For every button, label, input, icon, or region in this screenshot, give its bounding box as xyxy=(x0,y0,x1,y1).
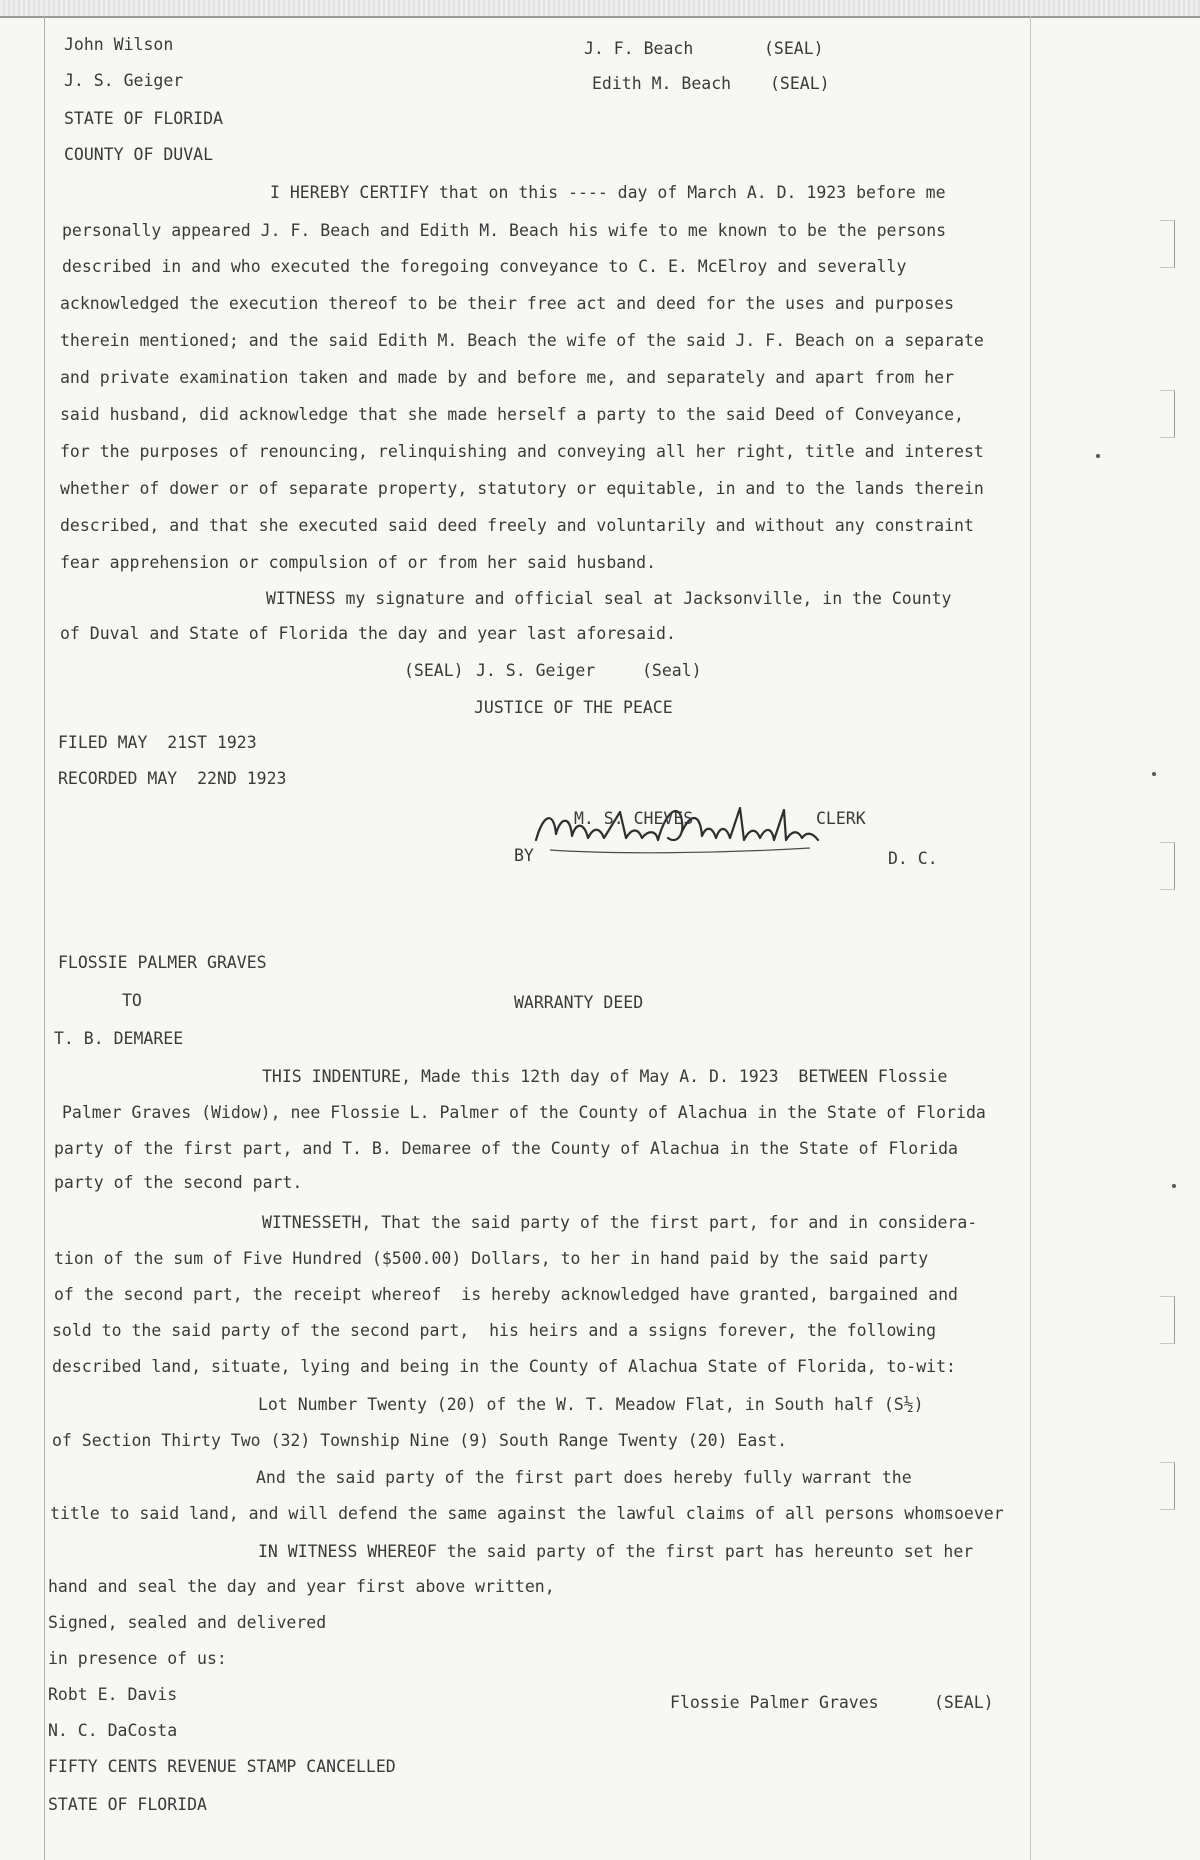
ack-paragraph-line: fear apprehension or compulsion of or from her said husband. xyxy=(60,553,657,572)
officer-signature: J. S. Geiger xyxy=(476,661,596,680)
ack-paragraph-line: described in and who executed the foregoing conveyance to C. E. McElroy and severally xyxy=(62,257,907,276)
warrant-line: And the said party of the first part does hereby fully warrant the xyxy=(256,1468,912,1487)
in-witness-line: hand and seal the day and year first above written, xyxy=(48,1577,555,1596)
margin-bracket-mark xyxy=(1160,1462,1175,1510)
ack-paragraph-line: I HEREBY CERTIFY that on this ---- day of March A. D. 1923 before me xyxy=(270,183,946,202)
grantor-signature-1: J. F. Beach xyxy=(584,39,694,58)
indenture-line: party of the second part. xyxy=(54,1173,303,1192)
indenture-line: Palmer Graves (Widow), nee Flossie L. Palmer of the County of Alachua in the State of Florida xyxy=(62,1103,986,1122)
deed2-signer-seal: (SEAL) xyxy=(934,1693,994,1712)
grantor-seal-1: (SEAL) xyxy=(764,39,824,58)
deed2-signer: Flossie Palmer Graves xyxy=(670,1693,879,1712)
filed-date: FILED MAY 21ST 1923 xyxy=(58,733,257,752)
top-page-border xyxy=(0,0,1200,18)
right-margin-line xyxy=(1030,16,1031,1860)
ack-paragraph-line: whether of dower or of separate property, statutory or equitable, in and to the lands therein xyxy=(60,479,984,498)
ack-paragraph-line: acknowledged the execution thereof to be their free act and deed for the uses and purposes xyxy=(60,294,955,313)
revenue-stamp-note: FIFTY CENTS REVENUE STAMP CANCELLED xyxy=(48,1757,396,1776)
witness-signature-1: John Wilson xyxy=(64,35,174,54)
ack-witness-line: WITNESS my signature and official seal at Jacksonville, in the County xyxy=(266,589,952,608)
ack-county-heading: COUNTY OF DUVAL xyxy=(64,145,214,164)
recorded-date: RECORDED MAY 22ND 1923 xyxy=(58,769,287,788)
ack-paragraph-line: personally appeared J. F. Beach and Edith M. Beach his wife to me known to be the persons xyxy=(62,221,947,240)
witnesseth-line: sold to the said party of the second part, his heirs and a ssigns forever, the following xyxy=(52,1321,937,1340)
witnesseth-line: tion of the sum of Five Hundred ($500.00) Dollars, to her in hand paid by the said party xyxy=(54,1249,929,1268)
officer-title: JUSTICE OF THE PEACE xyxy=(474,698,673,717)
deputy-clerk-signature xyxy=(530,792,830,864)
clerk-title: CLERK xyxy=(816,809,866,828)
warrant-line: title to said land, and will defend the same against the lawful claims of all persons whomsoever xyxy=(50,1504,1004,1523)
witnesseth-line: WITNESSETH, That the said party of the first part, for and in considera- xyxy=(262,1213,978,1232)
margin-bracket-mark xyxy=(1160,220,1175,268)
land-description-line: Lot Number Twenty (20) of the W. T. Meadow Flat, in South half (S½) xyxy=(258,1395,924,1414)
left-margin-line xyxy=(44,16,45,1860)
witnesseth-line: of the second part, the receipt whereof is hereby acknowledged have granted, bargained and xyxy=(54,1285,958,1304)
deed2-title: WARRANTY DEED xyxy=(514,993,644,1012)
deed2-grantee: T. B. DEMAREE xyxy=(54,1029,184,1048)
clerk-name: M. S. CHEVES xyxy=(574,809,694,828)
margin-bracket-mark xyxy=(1160,390,1175,438)
ink-speck xyxy=(1172,1184,1176,1188)
margin-bracket-mark xyxy=(1160,842,1175,890)
witness-signature-2: J. S. Geiger xyxy=(64,71,184,90)
ink-speck xyxy=(1152,772,1156,776)
deed2-witness-1: Robt E. Davis xyxy=(48,1685,178,1704)
land-description-line: of Section Thirty Two (32) Township Nine (9) South Range Twenty (20) East. xyxy=(52,1431,788,1450)
deed2-to: TO xyxy=(122,991,142,1010)
deed2-witness-2: N. C. DaCosta xyxy=(48,1721,178,1740)
signed-line: in presence of us: xyxy=(48,1649,227,1668)
indenture-line: THIS INDENTURE, Made this 12th day of May A. D. 1923 BETWEEN Flossie xyxy=(262,1067,948,1086)
witnesseth-line: described land, situate, lying and being in the County of Alachua State of Florida, to-wit: xyxy=(52,1357,956,1376)
margin-bracket-mark xyxy=(1160,1296,1175,1344)
ack-paragraph-line: said husband, did acknowledge that she made herself a party to the said Deed of Conveyance, xyxy=(60,405,964,424)
ack-paragraph-line: therein mentioned; and the said Edith M. Beach the wife of the said J. F. Beach on a separate xyxy=(60,331,984,350)
in-witness-line: IN WITNESS WHEREOF the said party of the first part has hereunto set her xyxy=(258,1542,974,1561)
deed2-state-heading: STATE OF FLORIDA xyxy=(48,1795,207,1814)
grantor-seal-2: (SEAL) xyxy=(770,74,830,93)
by-label: BY xyxy=(514,846,534,865)
deputy-clerk-label: D. C. xyxy=(888,849,938,868)
ack-paragraph-line: and private examination taken and made by and before me, and separately and apart from her xyxy=(60,368,955,387)
ack-paragraph-line: described, and that she executed said deed freely and voluntarily and without any constraint xyxy=(60,516,974,535)
signed-line: Signed, sealed and delivered xyxy=(48,1613,327,1632)
ack-witness-line: of Duval and State of Florida the day and year last aforesaid. xyxy=(60,624,676,643)
grantor-signature-2: Edith M. Beach xyxy=(592,74,732,93)
ack-paragraph-line: for the purposes of renouncing, relinquishing and conveying all her right, title and interest xyxy=(60,442,984,461)
officer-seal-left: (SEAL) xyxy=(404,661,464,680)
officer-seal-right: (Seal) xyxy=(642,661,702,680)
indenture-line: party of the first part, and T. B. Demaree of the County of Alachua in the State of Florida xyxy=(54,1139,958,1158)
deed2-grantor: FLOSSIE PALMER GRAVES xyxy=(58,953,267,972)
ink-speck xyxy=(1096,454,1100,458)
ack-state-heading: STATE OF FLORIDA xyxy=(64,109,223,128)
